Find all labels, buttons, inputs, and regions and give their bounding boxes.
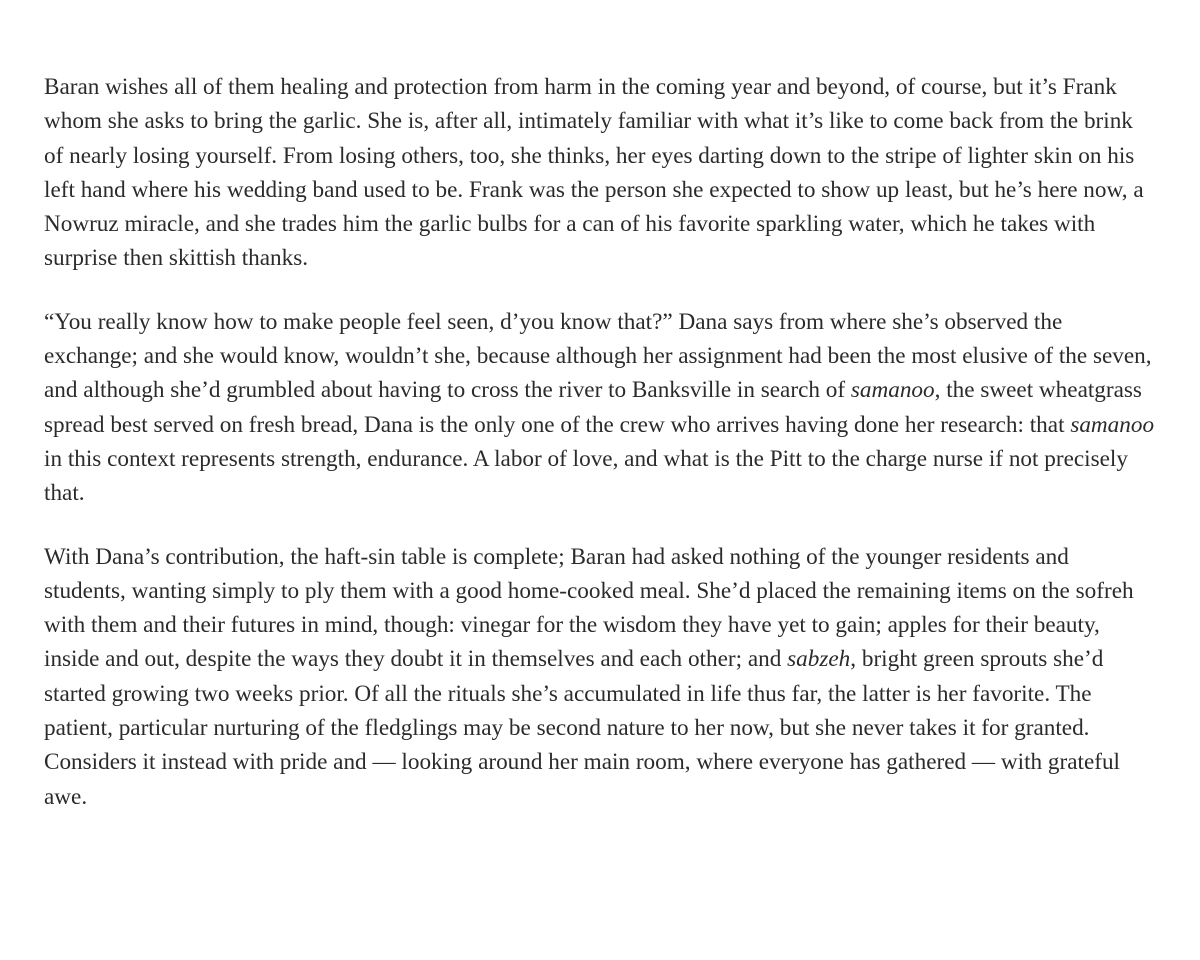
paragraph-2-text-c: in this context represents strength, endurance. A labor of love, and what is the Pitt to the charge nurse if not precisely that.	[44, 445, 1128, 507]
paragraph-2-text-a: “You really know how to make people feel seen, d’you know that?” Dana says from where she’s observed the exchange; and she would know, wouldn’t she, because although her assignment had been the most elusive of the seven, and although she’d grumbled about having to cross the river to Banksville in search of	[44, 308, 1152, 404]
paragraph-1-text: Baran wishes all of them healing and protection from harm in the coming year and beyond, of course, but it’s Frank whom she asks to bring the garlic. She is, after all, intimately familiar with what it’s like to come back from the brink of nearly losing yourself. From losing others, too, she thinks, her eyes darting down to the stripe of lighter skin on his left hand where his wedding band used to be. Frank was the person she expected to show up least, but he’s here now, a Nowruz miracle, and she trades him the garlic bulbs for a can of his favorite sparkling water, which he takes with surprise then skittish thanks.	[44, 74, 1144, 272]
paragraph-3-text-b: , bright green sprouts she’d started growing two weeks prior. Of all the rituals she’s accumulated in life thus far, the latter is her favorite. The patient, particular nurturing of the fledglings may be second nature to her now, but she never takes it for granted. Considers it instead with pride and — looking around her main room, where everyone has gathered — with grateful awe.	[44, 646, 1120, 810]
paragraph-1	[44, 70, 1156, 276]
paragraph-2-italic-samanoo-2: samanoo	[1070, 411, 1155, 438]
paragraph-3-text-a: With Dana’s contribution, the haft-sin table is complete; Baran had asked nothing of the younger residents and students, wanting simply to ply them with a good home-cooked meal. She’d placed the remaining items on the sofreh with them and their futures in mind, though: vinegar for the wisdom they have yet to gain; apples for their beauty, inside and out, despite the ways they doubt it in themselves and each other; and	[44, 543, 1134, 673]
paragraph-2	[44, 305, 1156, 511]
paragraph-3	[44, 540, 1156, 814]
paragraph-2-text-b: , the sweet wheatgrass spread best served on fresh bread, Dana is the only one of the crew who arrives having done her research: that	[44, 377, 1142, 438]
paragraph-2-italic-samanoo-1: samanoo	[850, 377, 935, 404]
paragraph-3-italic-sabzeh: sabzeh	[787, 646, 851, 673]
